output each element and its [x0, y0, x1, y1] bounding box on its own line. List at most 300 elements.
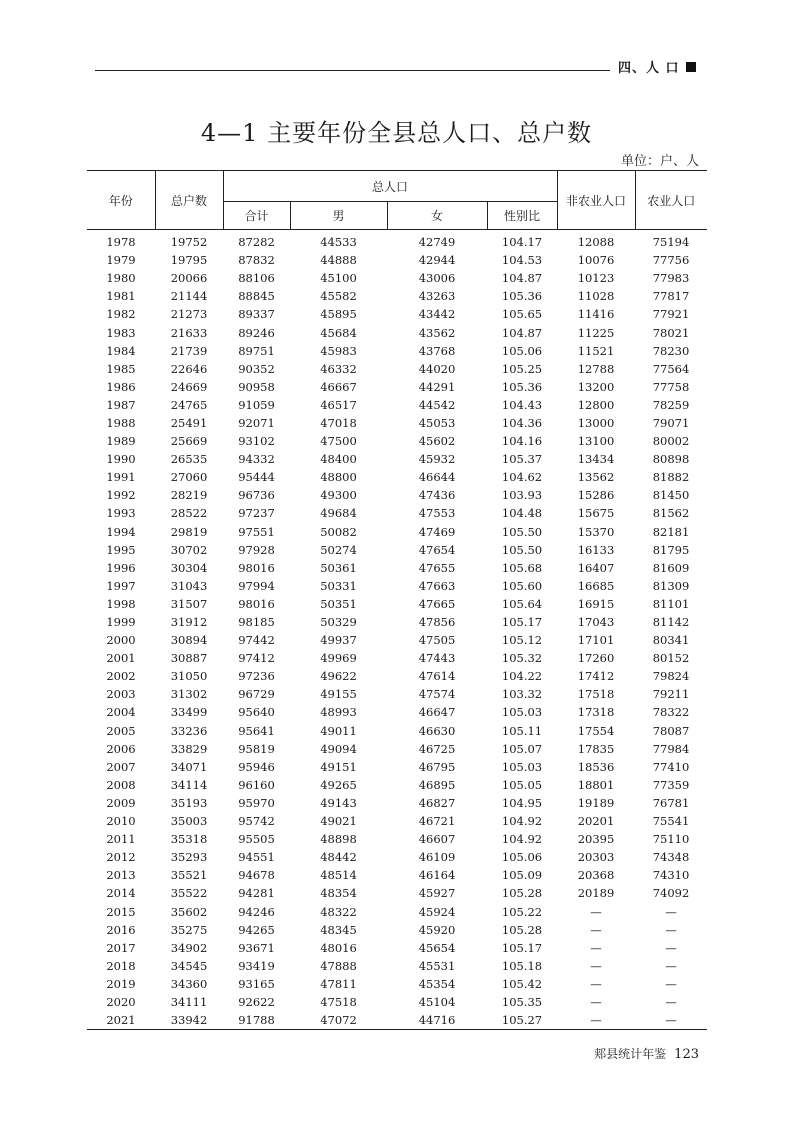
- cell-total: 95946: [238, 759, 275, 774]
- cell-male: 48345: [320, 922, 357, 937]
- cell-nonagricultural: 13562: [577, 470, 615, 485]
- table-row: [87, 957, 707, 975]
- table-row: [87, 812, 707, 830]
- table-row: [87, 1011, 707, 1030]
- header-rule: [95, 70, 610, 71]
- cell-nonagricultural: 15286: [577, 488, 615, 503]
- cell-total: 89246: [238, 325, 275, 340]
- header-male: 男: [290, 202, 387, 230]
- cell-households: 35293: [170, 850, 208, 865]
- cell-female: 45927: [418, 886, 456, 901]
- cell-agricultural: 74310: [652, 868, 690, 883]
- cell-female: 46895: [418, 777, 456, 792]
- cell-female: 47505: [418, 633, 456, 648]
- table-row: [87, 758, 707, 776]
- cell-year: 2012: [106, 850, 136, 865]
- cell-agricultural: 75194: [652, 235, 690, 250]
- cell-households: 34545: [170, 958, 208, 973]
- table-row: [87, 975, 707, 993]
- cell-male: 45983: [320, 343, 357, 358]
- cell-sex-ratio: 104.87: [501, 325, 543, 340]
- cell-nonagricultural: 12788: [577, 361, 615, 376]
- cell-agricultural: 75541: [652, 814, 690, 829]
- cell-sex-ratio: 105.60: [501, 578, 543, 593]
- cell-sex-ratio: 104.62: [501, 470, 543, 485]
- cell-total: 94551: [238, 850, 275, 865]
- cell-sex-ratio: 105.64: [501, 596, 543, 611]
- cell-agricultural: 79824: [652, 669, 690, 684]
- cell-male: 46332: [320, 361, 357, 376]
- cell-sex-ratio: 105.09: [501, 868, 543, 883]
- table-row: [87, 776, 707, 794]
- cell-nonagricultural: 13000: [577, 415, 615, 430]
- cell-year: 2001: [106, 651, 136, 666]
- cell-year: 2011: [106, 832, 136, 847]
- cell-agricultural: 78322: [652, 705, 690, 720]
- cell-female: 46164: [418, 868, 456, 883]
- cell-nonagricultural: 16915: [577, 596, 615, 611]
- cell-female: 45924: [418, 904, 456, 919]
- cell-agricultural: 77410: [652, 759, 690, 774]
- cell-agricultural: —: [665, 904, 677, 919]
- table-row: [87, 360, 707, 378]
- cell-households: 22646: [170, 361, 208, 376]
- cell-households: 35193: [170, 795, 208, 810]
- cell-female: 47574: [418, 687, 456, 702]
- cell-total: 95641: [238, 723, 275, 738]
- cell-female: 43562: [418, 325, 456, 340]
- cell-sex-ratio: 105.37: [501, 452, 543, 467]
- cell-male: 49937: [320, 633, 357, 648]
- cell-agricultural: 77758: [652, 379, 690, 394]
- cell-male: 45582: [320, 289, 357, 304]
- cell-nonagricultural: 18536: [577, 759, 615, 774]
- header-agricultural: 农业人口: [635, 171, 707, 230]
- cell-total: 88106: [238, 271, 275, 286]
- cell-nonagricultural: 15370: [577, 524, 615, 539]
- cell-households: 30894: [170, 633, 208, 648]
- cell-households: 30702: [170, 542, 208, 557]
- cell-female: 47436: [418, 488, 456, 503]
- cell-year: 2015: [106, 904, 136, 919]
- cell-sex-ratio: 103.32: [501, 687, 543, 702]
- cell-year: 2016: [106, 922, 136, 937]
- cell-year: 1997: [106, 578, 136, 593]
- table-row: [87, 866, 707, 884]
- cell-total: 93165: [238, 976, 275, 991]
- cell-total: 95742: [238, 814, 275, 829]
- table-row: [87, 740, 707, 758]
- cell-households: 28522: [170, 506, 208, 521]
- cell-sex-ratio: 104.87: [501, 271, 543, 286]
- cell-female: 46644: [418, 470, 456, 485]
- cell-total: 95505: [238, 832, 275, 847]
- cell-households: 30304: [170, 560, 208, 575]
- cell-sex-ratio: 105.35: [501, 994, 543, 1009]
- cell-agricultural: 81101: [652, 596, 690, 611]
- table-row: [87, 667, 707, 685]
- cell-nonagricultural: 16133: [577, 542, 615, 557]
- cell-year: 2005: [106, 723, 136, 738]
- cell-male: 50351: [320, 596, 357, 611]
- cell-households: 29819: [170, 524, 208, 539]
- cell-year: 2007: [106, 759, 136, 774]
- cell-female: 44291: [418, 379, 456, 394]
- cell-agricultural: 80341: [652, 633, 690, 648]
- cell-nonagricultural: 11225: [577, 325, 615, 340]
- cell-male: 49143: [320, 795, 357, 810]
- book-name: 郏县统计年鉴: [594, 1047, 667, 1061]
- cell-households: 21633: [170, 325, 208, 340]
- cell-total: 95640: [238, 705, 275, 720]
- cell-households: 31043: [170, 578, 208, 593]
- page-number: 123: [674, 1047, 699, 1062]
- cell-agricultural: 79211: [652, 687, 690, 702]
- table-row: [87, 230, 707, 252]
- table-row: [87, 432, 707, 450]
- cell-male: 49684: [320, 506, 357, 521]
- cell-total: 97442: [238, 633, 275, 648]
- cell-male: 48400: [320, 452, 357, 467]
- cell-male: 47500: [320, 434, 357, 449]
- cell-nonagricultural: 18801: [577, 777, 615, 792]
- cell-female: 44542: [418, 397, 456, 412]
- cell-total: 95444: [238, 470, 275, 485]
- cell-households: 35318: [170, 832, 208, 847]
- cell-total: 91059: [238, 397, 275, 412]
- cell-female: 46647: [418, 705, 456, 720]
- cell-year: 1987: [106, 397, 136, 412]
- cell-male: 47518: [320, 994, 357, 1009]
- cell-year: 2017: [106, 940, 136, 955]
- cell-sex-ratio: 105.25: [501, 361, 543, 376]
- cell-total: 94678: [238, 868, 275, 883]
- cell-agricultural: 81142: [652, 615, 690, 630]
- cell-female: 42944: [418, 253, 456, 268]
- cell-female: 46607: [418, 832, 456, 847]
- cell-households: 26535: [170, 452, 208, 467]
- cell-agricultural: —: [665, 958, 677, 973]
- cell-total: 91788: [238, 1013, 275, 1028]
- cell-female: 45654: [418, 940, 456, 955]
- cell-total: 94332: [238, 452, 275, 467]
- cell-nonagricultural: 12800: [577, 397, 615, 412]
- cell-female: 47614: [418, 669, 456, 684]
- cell-female: 47663: [418, 578, 456, 593]
- cell-nonagricultural: 20368: [577, 868, 615, 883]
- page-footer: [594, 1045, 699, 1062]
- cell-male: 44888: [320, 253, 357, 268]
- cell-agricultural: 81609: [652, 560, 690, 575]
- cell-households: 21739: [170, 343, 208, 358]
- cell-male: 49155: [320, 687, 357, 702]
- cell-female: 43263: [418, 289, 456, 304]
- cell-male: 47072: [320, 1013, 357, 1028]
- cell-sex-ratio: 105.17: [501, 615, 543, 630]
- cell-nonagricultural: 20201: [577, 814, 615, 829]
- table-row: [87, 251, 707, 269]
- cell-female: 45104: [418, 994, 456, 1009]
- header-female: 女: [387, 202, 487, 230]
- cell-total: 94265: [238, 922, 275, 937]
- cell-households: 33942: [170, 1013, 208, 1028]
- table-row: [87, 396, 707, 414]
- cell-year: 2018: [106, 958, 136, 973]
- cell-sex-ratio: 105.06: [501, 343, 543, 358]
- cell-female: 45531: [418, 958, 456, 973]
- cell-sex-ratio: 104.53: [501, 253, 543, 268]
- cell-sex-ratio: 105.50: [501, 524, 543, 539]
- cell-nonagricultural: 17412: [577, 669, 615, 684]
- cell-households: 25491: [170, 415, 208, 430]
- table-row: [87, 342, 707, 360]
- cell-female: 46630: [418, 723, 456, 738]
- cell-male: 49265: [320, 777, 357, 792]
- cell-nonagricultural: 15675: [577, 506, 615, 521]
- cell-agricultural: 80152: [652, 651, 690, 666]
- cell-male: 48898: [320, 832, 357, 847]
- cell-female: 46721: [418, 814, 456, 829]
- cell-sex-ratio: 105.22: [501, 904, 543, 919]
- cell-total: 97994: [238, 578, 275, 593]
- square-marker-icon: [686, 62, 696, 72]
- cell-year: 2002: [106, 669, 136, 684]
- cell-agricultural: —: [665, 922, 677, 937]
- cell-nonagricultural: —: [590, 958, 602, 973]
- cell-sex-ratio: 103.93: [501, 488, 543, 503]
- cell-agricultural: 77984: [652, 741, 690, 756]
- cell-nonagricultural: 10123: [577, 271, 615, 286]
- cell-households: 35602: [170, 904, 208, 919]
- cell-agricultural: —: [665, 940, 677, 955]
- table-row: [87, 486, 707, 504]
- cell-households: 31302: [170, 687, 208, 702]
- cell-nonagricultural: 19189: [577, 795, 615, 810]
- cell-female: 46725: [418, 741, 456, 756]
- cell-year: 1992: [106, 488, 136, 503]
- cell-male: 48354: [320, 886, 357, 901]
- cell-year: 2013: [106, 868, 136, 883]
- cell-male: 50361: [320, 560, 357, 575]
- cell-agricultural: 78259: [652, 397, 690, 412]
- cell-year: 1983: [106, 325, 136, 340]
- cell-sex-ratio: 105.27: [501, 1013, 543, 1028]
- cell-nonagricultural: 17260: [577, 651, 615, 666]
- cell-year: 2010: [106, 814, 136, 829]
- cell-nonagricultural: 17554: [577, 723, 615, 738]
- cell-total: 97237: [238, 506, 275, 521]
- table-row: [87, 703, 707, 721]
- table-row: [87, 631, 707, 649]
- cell-year: 1989: [106, 434, 136, 449]
- cell-total: 95970: [238, 795, 275, 810]
- cell-male: 50331: [320, 578, 357, 593]
- cell-total: 93671: [238, 940, 275, 955]
- cell-agricultural: 77756: [652, 253, 690, 268]
- cell-nonagricultural: 17318: [577, 705, 615, 720]
- cell-male: 47811: [320, 976, 357, 991]
- cell-sex-ratio: 104.16: [501, 434, 543, 449]
- table-body: [87, 230, 707, 1030]
- cell-total: 96736: [238, 488, 275, 503]
- cell-households: 21273: [170, 307, 208, 322]
- cell-total: 97236: [238, 669, 275, 684]
- cell-nonagricultural: 13200: [577, 379, 615, 394]
- cell-agricultural: —: [665, 994, 677, 1009]
- cell-nonagricultural: 13434: [577, 452, 615, 467]
- cell-female: 45602: [418, 434, 456, 449]
- cell-agricultural: 77359: [652, 777, 690, 792]
- cell-agricultural: —: [665, 1013, 677, 1028]
- cell-nonagricultural: 16685: [577, 578, 615, 593]
- table-row: [87, 287, 707, 305]
- cell-agricultural: 80002: [652, 434, 690, 449]
- cell-households: 28219: [170, 488, 208, 503]
- cell-male: 45895: [320, 307, 357, 322]
- cell-total: 92071: [238, 415, 275, 430]
- cell-nonagricultural: —: [590, 940, 602, 955]
- cell-year: 1996: [106, 560, 136, 575]
- cell-year: 1994: [106, 524, 136, 539]
- cell-agricultural: 75110: [652, 832, 690, 847]
- cell-sex-ratio: 105.11: [501, 723, 543, 738]
- cell-agricultural: 77921: [652, 307, 690, 322]
- cell-total: 94246: [238, 904, 275, 919]
- cell-sex-ratio: 105.18: [501, 958, 543, 973]
- cell-male: 47888: [320, 958, 357, 973]
- cell-nonagricultural: 20189: [577, 886, 615, 901]
- cell-households: 24669: [170, 379, 208, 394]
- cell-households: 34114: [170, 777, 208, 792]
- cell-total: 93102: [238, 434, 275, 449]
- cell-year: 2008: [106, 777, 136, 792]
- cell-year: 2019: [106, 976, 136, 991]
- cell-agricultural: 78021: [652, 325, 690, 340]
- cell-total: 97551: [238, 524, 275, 539]
- cell-female: 47654: [418, 542, 456, 557]
- cell-year: 2003: [106, 687, 136, 702]
- cell-female: 46795: [418, 759, 456, 774]
- cell-households: 33499: [170, 705, 208, 720]
- cell-male: 48800: [320, 470, 357, 485]
- cell-year: 1991: [106, 470, 136, 485]
- cell-agricultural: 82181: [652, 524, 690, 539]
- cell-year: 1982: [106, 307, 136, 322]
- table-row: [87, 323, 707, 341]
- cell-male: 49300: [320, 488, 357, 503]
- cell-agricultural: 76781: [652, 795, 690, 810]
- cell-total: 93419: [238, 958, 275, 973]
- page-title: 4—1 主要年份全县总人口、总户数: [200, 119, 593, 147]
- cell-nonagricultural: —: [590, 1013, 602, 1028]
- cell-female: 45053: [418, 415, 456, 430]
- cell-female: 44716: [418, 1013, 456, 1028]
- cell-sex-ratio: 105.03: [501, 759, 543, 774]
- table-row: [87, 305, 707, 323]
- table-row: [87, 848, 707, 866]
- cell-households: 21144: [170, 289, 208, 304]
- cell-sex-ratio: 104.95: [501, 795, 543, 810]
- cell-nonagricultural: 20395: [577, 832, 615, 847]
- cell-total: 92622: [238, 994, 275, 1009]
- cell-sex-ratio: 105.12: [501, 633, 543, 648]
- header-total: 合计: [223, 202, 290, 230]
- cell-female: 45354: [418, 976, 456, 991]
- cell-nonagricultural: 13100: [577, 434, 615, 449]
- cell-total: 97412: [238, 651, 275, 666]
- table-row: [87, 504, 707, 522]
- cell-total: 96729: [238, 687, 275, 702]
- cell-male: 50329: [320, 615, 357, 630]
- cell-male: 49021: [320, 814, 357, 829]
- table-row: [87, 884, 707, 902]
- cell-households: 35522: [170, 886, 208, 901]
- cell-female: 47553: [418, 506, 456, 521]
- cell-sex-ratio: 105.07: [501, 741, 543, 756]
- cell-sex-ratio: 105.65: [501, 307, 543, 322]
- cell-households: 27060: [170, 470, 208, 485]
- cell-households: 31912: [170, 615, 208, 630]
- cell-agricultural: 78230: [652, 343, 690, 358]
- cell-year: 1988: [106, 415, 136, 430]
- cell-male: 49151: [320, 759, 357, 774]
- cell-female: 43006: [418, 271, 456, 286]
- table-row: [87, 649, 707, 667]
- cell-year: 2020: [106, 994, 136, 1009]
- cell-sex-ratio: 105.36: [501, 379, 543, 394]
- cell-agricultural: 81309: [652, 578, 690, 593]
- cell-male: 48322: [320, 904, 357, 919]
- cell-nonagricultural: 20303: [577, 850, 615, 865]
- population-table: [87, 170, 707, 1030]
- cell-households: 30887: [170, 651, 208, 666]
- cell-sex-ratio: 105.68: [501, 560, 543, 575]
- table-row: [87, 523, 707, 541]
- cell-male: 49094: [320, 741, 357, 756]
- cell-sex-ratio: 104.36: [501, 415, 543, 430]
- cell-households: 20066: [170, 271, 208, 286]
- cell-year: 2009: [106, 795, 136, 810]
- cell-nonagricultural: 11416: [577, 307, 615, 322]
- table-row: [87, 613, 707, 631]
- cell-agricultural: 81795: [652, 542, 690, 557]
- cell-year: 2006: [106, 741, 136, 756]
- cell-total: 98016: [238, 596, 275, 611]
- table-row: [87, 685, 707, 703]
- cell-sex-ratio: 105.50: [501, 542, 543, 557]
- cell-households: 19795: [170, 253, 208, 268]
- cell-agricultural: 74348: [652, 850, 690, 865]
- section-label: 四、人 口: [618, 61, 680, 76]
- cell-households: 34111: [170, 994, 208, 1009]
- cell-total: 95819: [238, 741, 275, 756]
- header-total-population: 总人口: [223, 171, 557, 202]
- cell-nonagricultural: —: [590, 922, 602, 937]
- cell-total: 94281: [238, 886, 275, 901]
- cell-year: 1981: [106, 289, 136, 304]
- cell-total: 90958: [238, 379, 275, 394]
- cell-households: 35275: [170, 922, 208, 937]
- cell-male: 48514: [320, 868, 357, 883]
- cell-sex-ratio: 105.42: [501, 976, 543, 991]
- cell-agricultural: 77983: [652, 271, 690, 286]
- cell-total: 98016: [238, 560, 275, 575]
- cell-households: 34902: [170, 940, 208, 955]
- table-row: [87, 559, 707, 577]
- header-year: 年份: [108, 193, 133, 208]
- cell-sex-ratio: 104.17: [501, 235, 543, 250]
- cell-female: 47469: [418, 524, 456, 539]
